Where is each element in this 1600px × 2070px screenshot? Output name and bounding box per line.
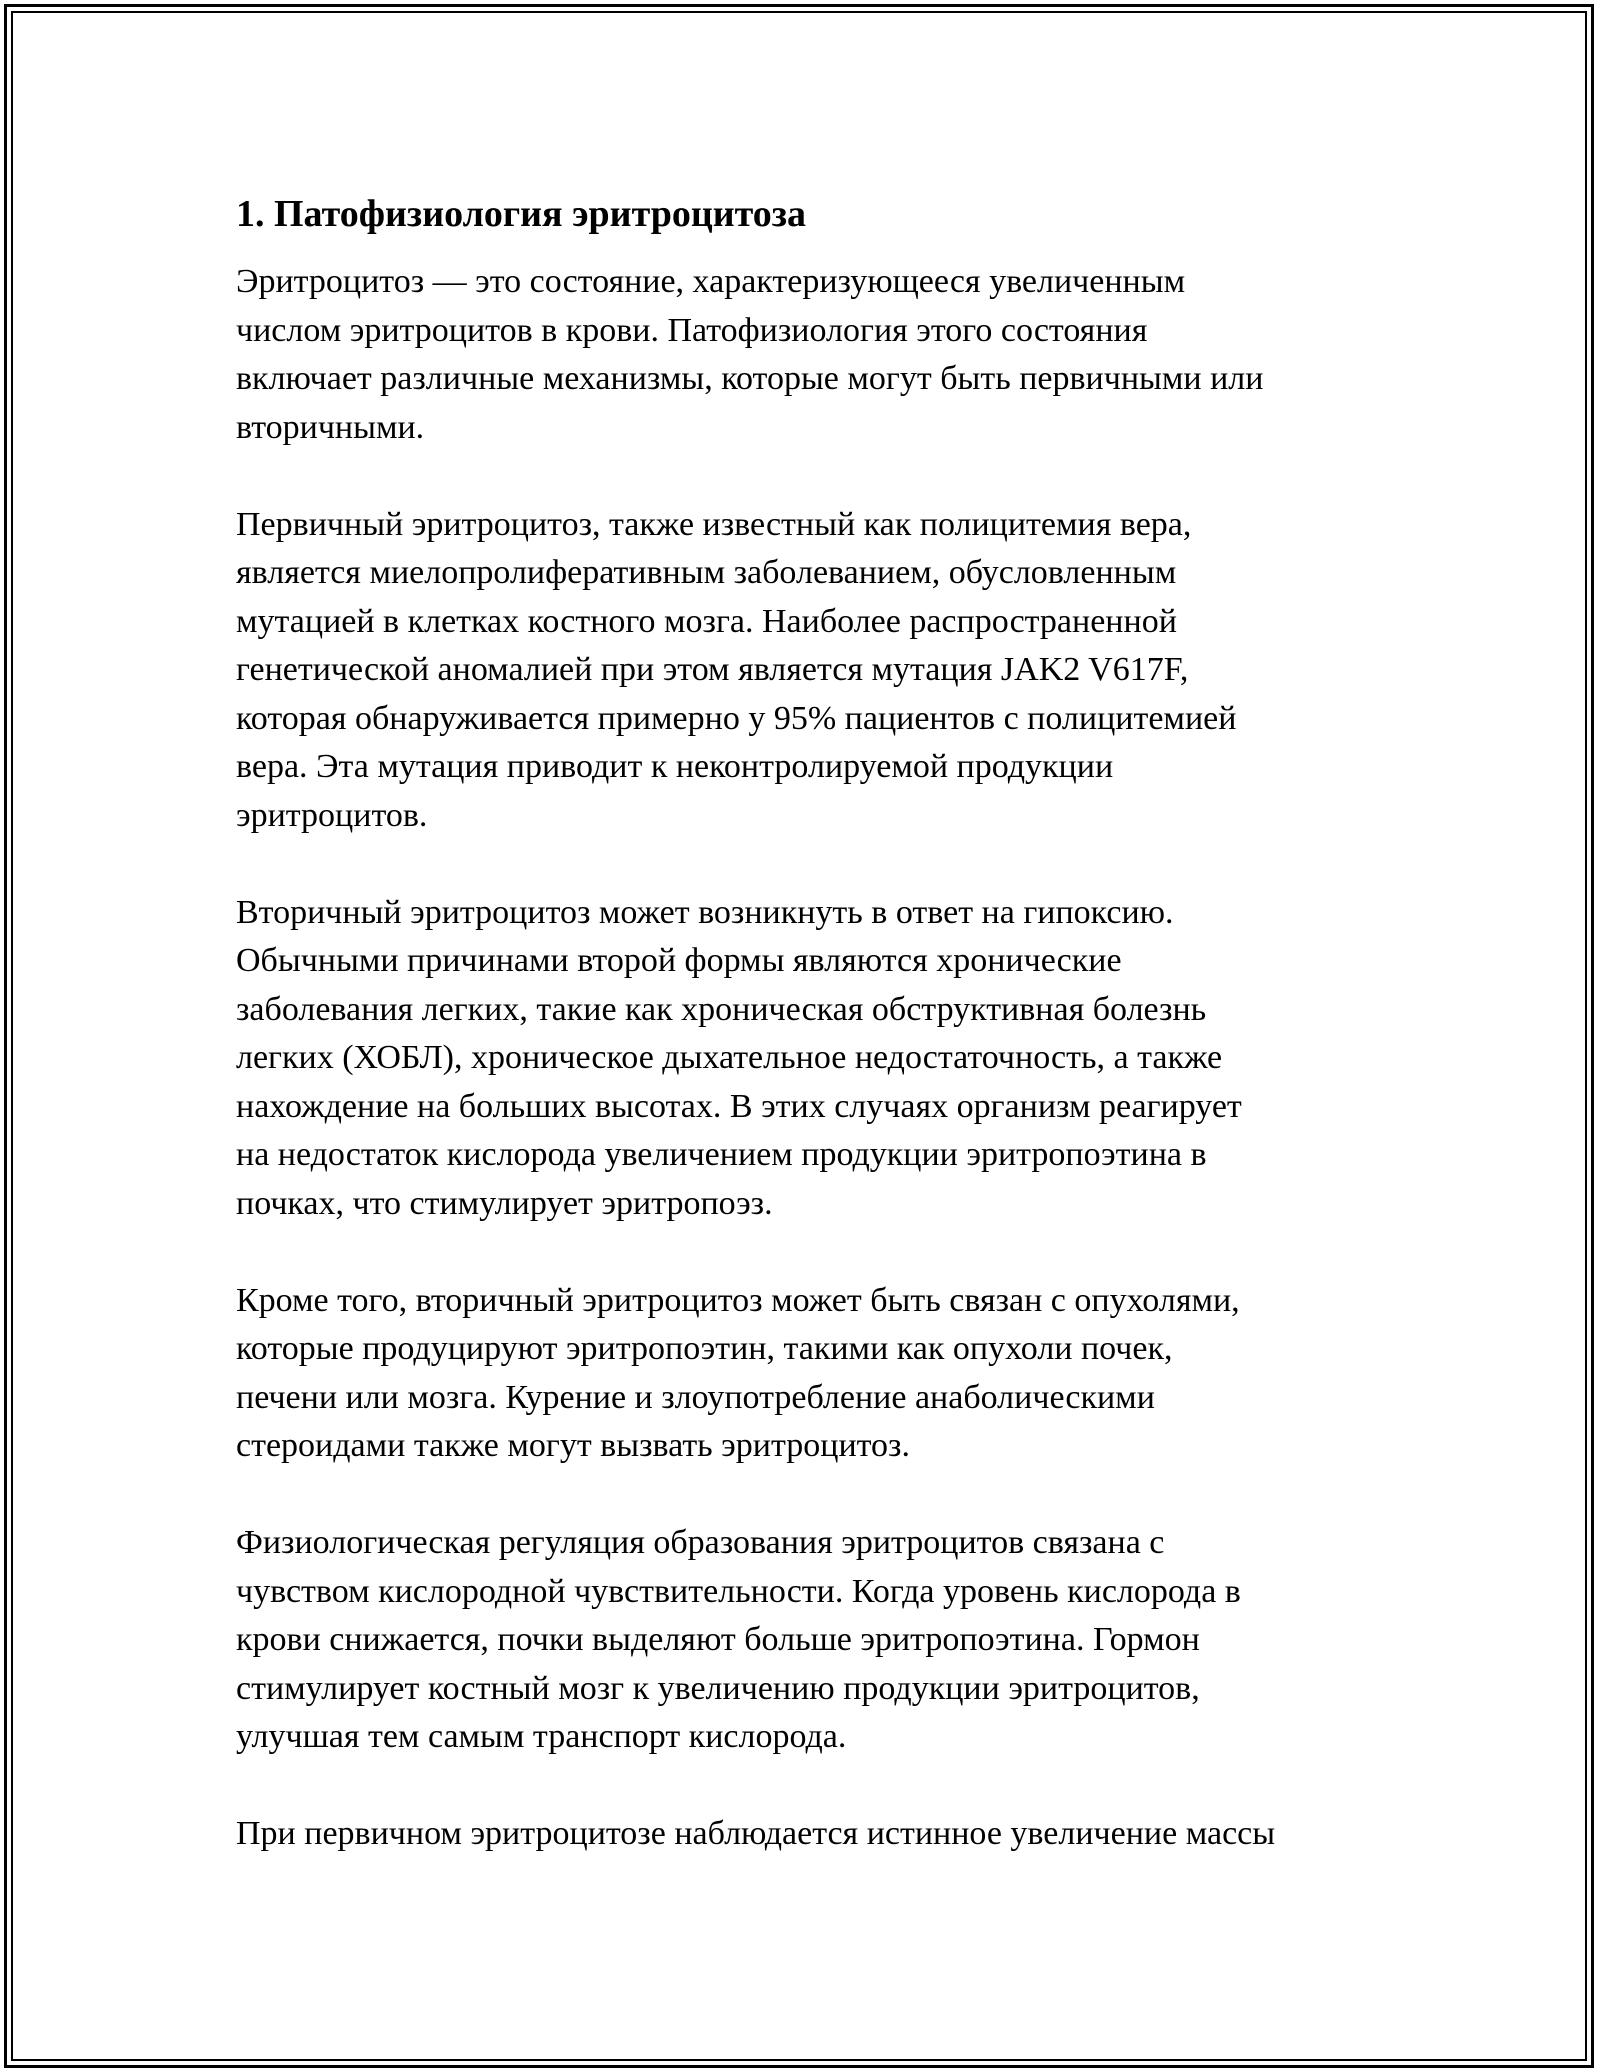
- section-heading: 1. Патофизиология эритроцитоза: [236, 193, 807, 235]
- paragraph-intro: Эритроцитоз — это состояние, характеризующееся увеличенным числом эритроцитов в крови. Патофизиология этого состояния включает различные механизмы, которые могут быть первичными или вторичными.: [236, 263, 1264, 446]
- paragraph-primary-erythrocytosis: Первичный эритроцитоз, также известный как полицитемия вера, является миелопролиферативным заболеванием, обусловленным мутацией в клетках костного мозга. Наиболее распространенной генетической аномалией при этом является мутация JAK2 V617F, которая обнаруживается примерно у 95% пациентов с полицитемией вера. Эта мутация приводит к неконтролируемой продукции эритроцитов.: [236, 505, 1237, 834]
- paragraph-secondary-erythrocytosis: Вторичный эритроцитоз может возникнуть в ответ на гипоксию. Обычными причинами второй формы являются хронические заболевания легких, такие как хроническая обструктивная болезнь легких (ХОБЛ), хроническое дыхательное недостаточность, а также нахождение на больших высотах. В этих случаях организм реагирует на недостаток кислорода увеличением продукции эритропоэтина в почках, что стимулирует эритропоэз.: [236, 893, 1242, 1222]
- document-body: [236, 190, 1376, 1907]
- paragraph-tumors: Кроме того, вторичный эритроцитоз может быть связан с опухолями, которые продуцируют эритропоэтин, такими как опухоли почек, печени или мозга. Курение и злоупотребление анаболическими стероидами также могут вызвать эритроцитоз.: [236, 1281, 1240, 1464]
- paragraph-primary-mass: При первичном эритроцитозе наблюдается истинное увеличение массы: [236, 1815, 1276, 1852]
- paragraph-regulation: Физиологическая регуляция образования эритроцитов связана с чувством кислородной чувствительности. Когда уровень кислорода в крови снижается, почки выделяют больше эритропоэтина. Гормон стимулирует костный мозг к увеличению продукции эритроцитов, улучшая тем самым транспорт кислорода.: [236, 1524, 1241, 1755]
